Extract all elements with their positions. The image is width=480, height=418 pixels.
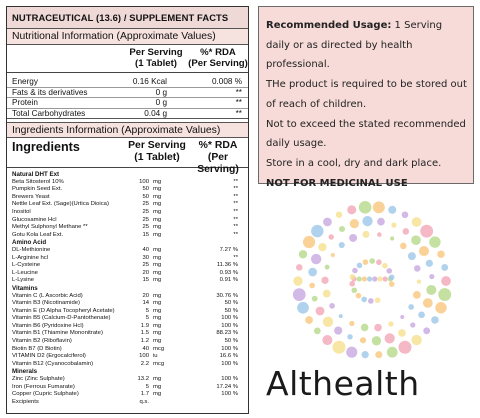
logo-dot	[417, 280, 421, 284]
ingredient-amount: 1.9	[140, 322, 149, 329]
logo-dot	[363, 259, 369, 265]
ingredient-row	[7, 270, 248, 278]
ingredient-row	[7, 209, 248, 217]
ingredient-amount: 1.2	[140, 338, 149, 345]
ingredient-group-heading	[7, 368, 248, 376]
logo-dot	[400, 315, 404, 319]
logo-dot	[333, 341, 346, 354]
logo-dot	[359, 201, 372, 214]
ingredient-amount: 30	[142, 254, 149, 261]
logo-dot	[435, 302, 446, 313]
ingredient-amount: 1.7	[140, 391, 149, 398]
logo-dot	[356, 293, 362, 299]
ingredient-amount: 13.2	[137, 376, 149, 383]
logo-dot	[388, 206, 396, 214]
ingredient-amount: 2.2	[140, 360, 149, 367]
logo-dot	[410, 322, 415, 327]
logo-dot	[318, 243, 326, 251]
logo-dot	[412, 217, 422, 227]
ingredient-group-heading	[7, 239, 248, 247]
logo-dot	[361, 324, 369, 332]
nutrition-amount: 0 g	[155, 98, 167, 107]
ingredient-row	[7, 338, 248, 346]
ingredient-unit: mg	[153, 178, 162, 185]
ingredient-rda: **	[233, 208, 238, 215]
ingredient-name: Vitamin B5 (Calcium-D-Pantothenate)	[12, 315, 111, 322]
ingredient-rda: 7.27 %	[219, 246, 238, 253]
ingredient-unit: mg	[153, 322, 162, 329]
ingredient-unit: mg	[153, 338, 162, 345]
not-exceed-note: Not to exceed the stated recommended daily usage.	[266, 118, 466, 150]
logo-dot	[325, 265, 330, 270]
logo-dot	[390, 236, 394, 240]
usage-text: 1 Serving daily or as directed by health professional.	[266, 20, 443, 71]
logo-dot	[363, 231, 370, 238]
ingredient-name: Methyl Sulphonyl Methane **	[12, 224, 88, 231]
nutritional-column-header	[7, 45, 248, 73]
logo-dot	[377, 232, 382, 237]
nutrition-name: Total Carbohydrates	[12, 108, 86, 118]
nutrition-row	[7, 88, 248, 99]
logo-dot	[368, 298, 374, 304]
logo-dot	[414, 265, 421, 272]
logo-dot	[323, 290, 331, 298]
ingredient-amount: 25	[142, 216, 149, 223]
ingredient-rda: 100 %	[221, 376, 238, 383]
logo-dot	[339, 226, 345, 232]
logo-dot	[303, 236, 315, 248]
ingredient-unit: mg	[153, 269, 162, 276]
ingredient-unit: mg	[153, 383, 162, 390]
logo-dot	[426, 285, 436, 295]
ingredient-name: Vitamin B2 (Riboflavin)	[12, 338, 72, 345]
ingredient-rda: 16.6 %	[219, 353, 238, 360]
ing-rda-label: %* RDA	[198, 140, 238, 151]
ingredient-unit: mg	[153, 307, 162, 314]
logo-dot	[423, 327, 430, 334]
ingredient-row	[7, 323, 248, 331]
logo-dot	[375, 297, 381, 303]
ing-per-serving-label: Per Serving	[128, 140, 186, 151]
logo-dot	[347, 334, 352, 339]
ingredient-amount: q.s.	[139, 398, 149, 405]
storage-note: Store in a cool, dry and dark place.	[266, 157, 442, 169]
logo-dot	[321, 277, 328, 284]
logo-dot	[339, 242, 345, 248]
logo-dot	[377, 276, 382, 281]
ingredient-group-name: Natural DHT Ext	[12, 171, 60, 178]
ingredient-name: Iron (Ferrous Fumarate)	[12, 383, 75, 390]
logo-dot	[398, 329, 406, 337]
ingredient-name: Excipients	[12, 398, 39, 405]
ingredient-row	[7, 376, 248, 384]
logo-dot	[375, 351, 382, 358]
ingredient-row	[7, 217, 248, 225]
ingredient-unit: mg	[153, 330, 162, 337]
ingredient-amount: 100	[139, 178, 149, 185]
ingredient-amount: 5	[145, 307, 149, 314]
logo-dot	[350, 219, 359, 228]
ingredient-name: L-Cysteine	[12, 262, 41, 269]
logo-dot	[429, 274, 434, 279]
logo-dot	[293, 288, 306, 301]
ingredient-group-name: Vitamins	[12, 284, 38, 292]
ingredient-amount: 15	[142, 277, 149, 284]
nutrition-rda: 0.008 %	[211, 77, 242, 86]
ingredient-row	[7, 255, 248, 263]
ingredient-name: Glucosamine Hcl	[12, 216, 57, 223]
logo-dot	[400, 243, 407, 250]
usage-label: Recommended Usage:	[266, 20, 392, 31]
ingredient-rda: **	[233, 231, 238, 238]
ingredient-amount: 5	[145, 383, 149, 390]
ingredient-rda: 11.36 %	[216, 262, 238, 269]
logo-dot	[411, 335, 421, 345]
logo-dot	[309, 283, 315, 289]
logo-dot	[334, 326, 342, 334]
logo-dot	[437, 251, 445, 259]
logo-dot	[402, 211, 409, 218]
logo-dot	[329, 303, 335, 309]
logo-dot	[361, 297, 367, 303]
ingredient-rda: **	[233, 178, 238, 185]
logo-dot	[389, 281, 395, 287]
ingredient-name: Vitamin E (D Alpha Tocopheryl Acetate)	[12, 307, 115, 314]
ingredient-row	[7, 300, 248, 308]
logo-dot	[336, 212, 343, 219]
logo-dot	[423, 298, 433, 308]
nutrition-name: Energy	[12, 77, 38, 86]
dotted-circle-e-logo-icon	[287, 197, 457, 365]
logo-dot	[316, 307, 325, 316]
logo-dot	[385, 333, 395, 343]
ingredient-amount: 25	[142, 208, 149, 215]
ingredient-name: Pumpkin Seed Ext.	[12, 186, 63, 193]
ingredient-group-heading	[7, 285, 248, 293]
logo-dot	[369, 258, 375, 264]
ingredient-row	[7, 353, 248, 361]
not-medicinal-note: NOT FOR MEDICINAL USE	[266, 177, 408, 189]
logo-dot	[372, 276, 377, 281]
logo-dot	[305, 316, 313, 324]
nutrition-amount: 0.16 Kcal	[132, 77, 167, 86]
logo-dot	[362, 216, 372, 226]
ingredient-rda: **	[233, 216, 238, 223]
storage-children-note: THe product is required to be stored out of reach of children.	[266, 79, 467, 110]
ingredient-name: Gotu Kola Leaf Ext.	[12, 231, 64, 238]
logo-dot	[349, 321, 354, 326]
nutrition-rda: **	[235, 108, 242, 118]
ingredients-col-label: Ingredients	[12, 140, 80, 154]
ingredient-unit: mcg	[153, 360, 165, 367]
logo-dot	[383, 276, 388, 281]
logo-dot	[339, 314, 343, 318]
logo-dot	[441, 276, 451, 286]
ingredient-rda: **	[233, 186, 238, 193]
ingredient-rda: 30.76 %	[216, 292, 238, 299]
nutrition-name: Fats & its derivatives	[12, 87, 88, 97]
logo-dot	[426, 260, 433, 267]
ingredient-rda: 100 %	[221, 315, 238, 322]
nutrition-name: Protein	[12, 98, 38, 107]
ingredient-rda: 100 %	[221, 391, 238, 398]
logo-dot	[373, 201, 385, 213]
logo-dot	[323, 218, 332, 227]
ingredient-unit: mg	[153, 300, 162, 307]
logo-dot	[357, 276, 362, 281]
ingredient-row	[7, 399, 248, 407]
ingredient-amount: 25	[142, 224, 149, 231]
ingredient-amount: 20	[142, 269, 149, 276]
logo-dot	[408, 304, 414, 310]
logo-dot	[293, 276, 302, 285]
logo-dot	[346, 347, 357, 358]
logo-dot	[438, 288, 451, 301]
rda-sub: (Per Serving)	[188, 58, 248, 69]
ing-rda-sub: (Per Serving)	[197, 152, 239, 175]
ingredient-unit: mg	[153, 262, 162, 269]
supplement-facts-label	[6, 6, 249, 414]
ingredient-rows	[7, 168, 248, 406]
ingredient-row	[7, 391, 248, 399]
ingredient-row	[7, 247, 248, 255]
nutrition-row	[7, 77, 248, 88]
ingredient-name: Inositol	[12, 208, 31, 215]
logo-dot	[360, 337, 366, 343]
ingredient-rda: **	[233, 201, 238, 208]
ingredient-name: Biotin B7 (D Biotin)	[12, 345, 62, 352]
ingredient-rda: 50 %	[224, 300, 238, 307]
ingredient-row	[7, 179, 248, 187]
ingredient-unit: mg	[153, 224, 162, 231]
ingredient-name: Vitamin C (L Ascorbic Acid)	[12, 292, 83, 299]
logo-dot	[429, 236, 440, 247]
ingredient-rda: **	[233, 193, 238, 200]
nutrition-rda: **	[235, 98, 242, 107]
recommended-usage	[266, 16, 467, 75]
ingredient-name: L-Arginine hcl	[12, 254, 49, 261]
ingredient-rda: 50 %	[224, 307, 238, 314]
logo-dot	[350, 274, 356, 280]
ingredient-rda: **	[233, 254, 238, 261]
ingredient-row	[7, 232, 248, 240]
ingredient-amount: 40	[142, 345, 149, 352]
logo-dot	[297, 302, 309, 314]
ingredient-name: DL-Methionine	[12, 246, 51, 253]
ingredient-rda: 0.93 %	[219, 269, 238, 276]
logo-dot	[312, 296, 318, 302]
ingredient-amount: 50	[142, 193, 149, 200]
ingredient-unit: mg	[153, 186, 162, 193]
ingredient-row	[7, 384, 248, 392]
logo-dot	[376, 259, 382, 265]
nutrition-amount: 0 g	[155, 87, 167, 97]
logo-dot	[331, 253, 335, 257]
logo-dot	[322, 335, 332, 345]
ingredient-group-name: Minerals	[12, 368, 38, 376]
nutritional-rows	[7, 73, 248, 119]
logo-dot	[328, 234, 333, 239]
logo-dot	[419, 246, 429, 256]
ingredient-rda: 88.23 %	[216, 330, 238, 337]
nutrition-amount: 0.04 g	[144, 108, 167, 118]
ingredient-row	[7, 330, 248, 338]
logo-dot	[347, 205, 356, 214]
ingredient-unit: mg	[153, 277, 162, 284]
ingredient-unit: mg	[153, 231, 162, 238]
logo-dot	[296, 264, 303, 271]
ingredient-group-heading	[7, 171, 248, 179]
ingredient-name: VITAMIN D2 (Ergocalciferol)	[12, 353, 86, 360]
ingredients-section-title: Ingredients Information (Approximate Values)	[7, 122, 248, 138]
logo-dot	[357, 263, 363, 269]
logo-dot	[386, 268, 392, 274]
logo-dot	[382, 263, 388, 269]
label-header: NUTRACEUTICAL (13.6) / SUPPLEMENT FACTS	[7, 7, 248, 29]
logo-dot	[311, 225, 323, 237]
nutritional-section-title: Nutritional Information (Approximate Values)	[7, 29, 248, 45]
logo-dot	[411, 235, 421, 245]
ingredient-rda: 0.91 %	[219, 277, 238, 284]
ingredient-rda: 100 %	[221, 360, 238, 367]
logo-dot	[352, 268, 358, 274]
ingredient-unit: mg	[153, 376, 162, 383]
ingredient-name: Vitamin B1 (Thiamine Mononitrate)	[12, 330, 103, 337]
ingredient-amount: 100	[139, 353, 149, 360]
ingredient-name: Vitamin B12 (Cyanocobalamin)	[12, 360, 94, 367]
logo-dot	[349, 234, 357, 242]
ingredient-row	[7, 224, 248, 232]
ingredient-group-name: Amino Acid	[12, 239, 47, 247]
logo-dot	[408, 252, 416, 260]
ingredient-row	[7, 293, 248, 301]
logo-dot	[374, 324, 382, 332]
ingredient-name: Beta Sitosterol 10%	[12, 178, 64, 185]
logo-dot	[418, 311, 425, 318]
ingredient-unit: mg	[153, 246, 162, 253]
logo-dot	[362, 276, 367, 281]
ingredient-unit: mcg	[153, 345, 165, 352]
ingredient-unit: mg	[153, 254, 162, 261]
ingredient-amount: 40	[142, 246, 149, 253]
ingredient-unit: iu	[153, 353, 158, 360]
logo-dot	[314, 327, 321, 334]
per-serving-sub: (1 Tablet)	[135, 58, 177, 69]
ingredient-amount: 50	[142, 186, 149, 193]
logo-dot	[420, 225, 433, 238]
ingredient-unit: mg	[153, 391, 162, 398]
logo-dot	[387, 347, 398, 358]
ingredient-unit: mg	[153, 201, 162, 208]
logo-dot	[391, 223, 396, 228]
ingredient-amount: 20	[142, 292, 149, 299]
ingredient-unit: mg	[153, 315, 162, 322]
ingredient-rda: 100 %	[221, 322, 238, 329]
logo-dot	[351, 287, 357, 293]
ingredient-amount: 25	[142, 201, 149, 208]
logo-dot	[367, 276, 372, 281]
brand-name: Althealth	[266, 364, 420, 403]
ing-per-serving-sub: (1 Tablet)	[134, 152, 180, 163]
ingredient-amount: 14	[142, 300, 149, 307]
logo-dot	[388, 321, 393, 326]
ingredient-name: Zinc (Zinc Sulphate)	[12, 376, 65, 383]
ingredient-row	[7, 308, 248, 316]
ingredient-unit: mg	[153, 193, 162, 200]
ingredient-amount: 25	[142, 262, 149, 269]
ingredient-amount: 5	[145, 315, 149, 322]
ingredient-name: L-Lysine	[12, 277, 35, 284]
ingredient-row	[7, 201, 248, 209]
nutrition-row	[7, 109, 248, 120]
ingredient-row	[7, 315, 248, 323]
per-serving-label: Per Serving	[129, 47, 183, 58]
ingredient-rda: **	[233, 224, 238, 231]
rda-label: %* RDA	[200, 47, 236, 58]
ingredient-name: L-Leucine	[12, 269, 38, 276]
ingredient-amount: 1.5	[140, 330, 149, 337]
logo-dot	[389, 274, 395, 280]
ingredient-row	[7, 346, 248, 354]
rda-header	[187, 47, 249, 69]
logo-dot	[413, 291, 421, 299]
ingredient-rda: 50 %	[224, 338, 238, 345]
ingredient-row	[7, 186, 248, 194]
ingredient-unit: mg	[153, 208, 162, 215]
logo-dot	[431, 316, 439, 324]
logo-dot	[349, 281, 355, 287]
ingredient-rda: 100 %	[221, 345, 238, 352]
ingredient-row	[7, 277, 248, 285]
ingredient-row	[7, 262, 248, 270]
logo-dot	[398, 341, 411, 354]
ingredient-rda: 17.24 %	[216, 383, 238, 390]
ingredient-name: Vitamin B6 (Pyridoxine Hcl)	[12, 322, 84, 329]
ingredient-unit: mg	[153, 216, 162, 223]
logo-dot	[311, 254, 321, 264]
logo-dot	[308, 268, 317, 277]
ingredient-amount: 15	[142, 231, 149, 238]
nutrition-row	[7, 98, 248, 109]
usage-notes-box	[258, 6, 474, 189]
nutrition-rda: **	[235, 87, 242, 97]
logo-dot	[403, 228, 410, 235]
ingredient-row	[7, 194, 248, 202]
ingredient-name: Vitamin B3 (Nicotinamide)	[12, 300, 80, 307]
logo-dot	[372, 336, 381, 345]
logo-dot	[299, 250, 307, 258]
logo-dot	[362, 351, 369, 358]
ingredient-unit: mg	[153, 292, 162, 299]
logo-dot	[323, 317, 333, 327]
logo-dot	[377, 218, 385, 226]
logo-dot	[441, 264, 448, 271]
ingredient-row	[7, 361, 248, 369]
ingredient-name: Brewers Yeast	[12, 193, 50, 200]
ingredient-name: Copper (Cupric Sulphate)	[12, 391, 79, 398]
ingredient-name: Nettle Leaf Ext. (Sage)(Urtica Dioica)	[12, 201, 109, 208]
